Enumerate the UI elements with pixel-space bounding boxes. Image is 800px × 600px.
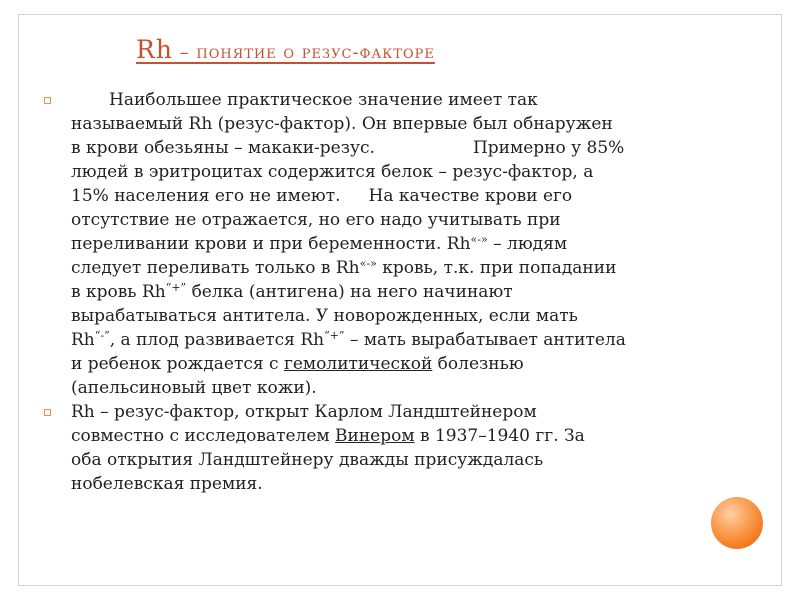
text: (апельсиновый цвет кожи). (71, 378, 317, 398)
text: белка (антигена) на него начинают (186, 282, 513, 302)
text: Rh (71, 330, 95, 350)
text: следует переливать только в Rh (71, 258, 360, 278)
text-line (71, 304, 742, 328)
text-line (71, 136, 742, 160)
text-line (71, 184, 742, 208)
text: в кровь Rh (71, 282, 166, 302)
superscript: “+” (324, 329, 345, 342)
superscript: «-» (359, 257, 377, 270)
text-line (71, 88, 742, 112)
text: в крови обезьяны – макаки-резус. (71, 138, 375, 158)
text-line (71, 208, 742, 232)
text: переливании крови и при беременности. Rh (71, 234, 471, 254)
superscript: “-” (94, 329, 110, 342)
text-line (71, 424, 742, 448)
paragraph-1 (42, 88, 742, 400)
text: Rh – резус-фактор, открыт Карлом Ландштейнером (71, 402, 537, 422)
link-hemolytic[interactable]: гемолитической (283, 354, 433, 374)
bullet-icon (44, 97, 51, 104)
text-line (71, 112, 742, 136)
text-line (71, 232, 742, 256)
title-rest: – понятие о резус-факторе (172, 42, 435, 63)
text: На качестве крови его (368, 186, 573, 206)
text-line (71, 376, 742, 400)
bullet-icon (44, 409, 51, 416)
text: – мать вырабатывает антитела (344, 330, 626, 350)
text: называемый Rh (резус-фактор). Он впервые был обнаружен (71, 114, 613, 134)
text-line (71, 472, 742, 496)
text: отсутствие не отражается, но его надо учитывать при (71, 210, 561, 230)
text-line (71, 328, 742, 352)
text-line (71, 400, 742, 424)
text: в 1937–1940 гг. За (414, 426, 585, 446)
superscript: «-» (470, 233, 488, 246)
title-rh: Rh (136, 35, 173, 64)
slide-title (136, 28, 435, 66)
text: кровь, т.к. при попадании (376, 258, 617, 278)
text: и ребенок рождается с (71, 354, 284, 374)
text: оба открытия Ландштейнеру дважды присуждалась (71, 450, 544, 470)
text-line (71, 280, 742, 304)
link-wiener[interactable]: Винером (335, 426, 415, 446)
text: 15% населения его не имеют. (71, 186, 341, 206)
text: вырабатываться антитела. У новорожденных, если мать (71, 306, 578, 326)
paragraph-2 (42, 400, 742, 496)
text: – людям (487, 234, 568, 254)
superscript: “+” (165, 281, 187, 294)
text: Примерно у 85% (472, 138, 625, 158)
text: , а плод развивается Rh (109, 330, 325, 350)
text-line (71, 160, 742, 184)
text: людей в эритроцитах содержится белок – резус-фактор, а (71, 162, 594, 182)
text: болезнью (432, 354, 524, 374)
text: Наибольшее практическое значение имеет так (109, 90, 538, 110)
text-line (71, 256, 742, 280)
text: нобелевская премия. (71, 474, 263, 494)
text-line (71, 352, 742, 376)
text: совместно с исследователем (71, 426, 336, 446)
text-line (71, 448, 742, 472)
decorative-orb (711, 497, 763, 549)
slide-content (42, 88, 742, 496)
